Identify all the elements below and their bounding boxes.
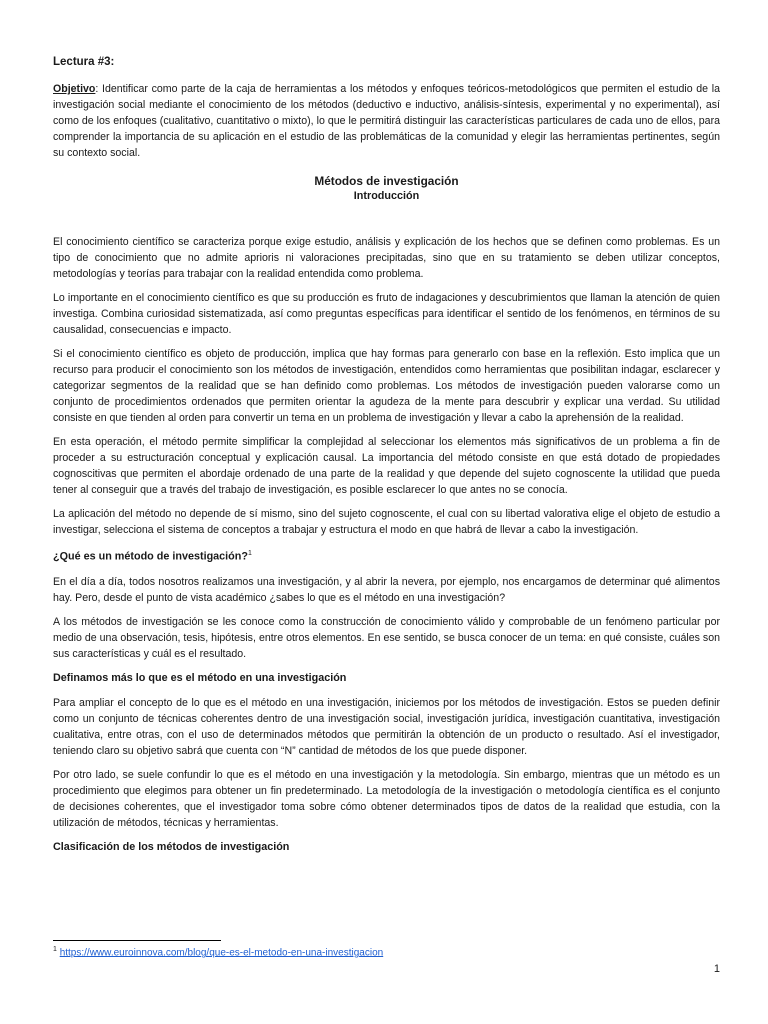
intro-paragraph: La aplicación del método no depende de sí mismo, sino del sujeto cognoscente, el cual con su libertad valorativa elige el objeto de estudio a investigar, selecciona el sistema de conceptos a trabajar y estructura el modo en que habrá de llevar a cabo la investigación.	[53, 508, 720, 536]
page-number: 1	[713, 963, 720, 975]
title-block	[53, 173, 720, 204]
section-heading-classification: Clasificación de los métodos de investigación	[53, 840, 290, 853]
footnote	[53, 946, 383, 958]
page-title: Métodos de investigación	[314, 174, 459, 188]
objective-paragraph	[53, 81, 720, 161]
section-heading-define-method: Definamos más lo que es el método en una investigación	[53, 671, 347, 684]
objective-label: Objetivo	[53, 83, 96, 95]
lectura-label: Lectura #3:	[53, 56, 115, 68]
footnote-divider	[53, 940, 221, 941]
intro-paragraph: Si el conocimiento científico es objeto de producción, implica que hay formas para generarlo con base en la reflexión. Esto implica que un recurso para producir el conocimiento son los métodos de investigación, entendidos como herramientas que posibilitan indagar, esclarecer y categorizar segmentos de la realidad que se han definido como problemas. Los métodos de investigación pueden valorarse como un conjunto de procedimientos ordenados que permiten orientar la agudeza de la mente para descubrir y explicar una verdad. Su utilidad consiste en que tienden al orden para convertir un tema en un problema de investigación y llevar a cabo la aprehensión de la realidad.	[53, 348, 720, 424]
section-paragraph: En el día a día, todos nosotros realizamos una investigación, y al abrir la nevera, por ejemplo, nos encargamos de determinar qué alimentos hay. Pero, desde el punto de vista académico ¿sabes lo que es el método en una investigación?	[53, 575, 720, 604]
section-paragraph: A los métodos de investigación se les conoce como la construcción de conocimiento válido y comprobable de un fenómeno particular por medio de una observación, tesis, hipótesis, entre otros elementos. En ese sentido, se busca conocer de un tema: en qué consiste, cuáles son sus características y cuál es el resultado.	[53, 615, 720, 660]
footnote-number: 1	[53, 946, 57, 953]
intro-paragraph: El conocimiento científico se caracteriza porque exige estudio, análisis y explicación de los hechos que se definen como problemas. Es un tipo de conocimiento que no admite aprioris ni valoraciones precipitadas, sino que en su tratamiento se deben utilizar conceptos, metodologías y teorías para trabajar con la realidad entendida como problema.	[53, 236, 720, 280]
section-paragraph: Por otro lado, se suele confundir lo que es el método en una investigación y la metodología. Sin embargo, mientras que un método es un procedimiento que elegimos para obtener un fin predeterminado. La metodología de la investigación o metodología científica es el conjunto de decisiones coherentes, que el investigador toma sobre cómo obtener determinados tipos de datos de la realidad que estudia, con la utilización de métodos, técnicas y herramientas.	[53, 768, 720, 829]
objective-text: : Identificar como parte de la caja de herramientas a los métodos y enfoques teóricos-metodológicos que permiten el estudio de la investigación social mediante el conocimiento de los métodos (deductivo e inductivo, análisis-síntesis, experimental y no experimental), así como de los enfoques (cualitativo, cuantitativo o mixto), lo que le permitirá distinguir las características particulares de cada uno de ellos, para comprender la importancia de su aplicación en el estudio de las problemáticas de la comunidad y elegir las herramientas pertinentes, según su contexto social.	[53, 83, 720, 159]
footnote-reference[interactable]: 1	[247, 550, 252, 557]
intro-paragraph: En esta operación, el método permite simplificar la complejidad al seleccionar los elementos más significativos de un problema a fin de proceder a su estructuración conceptual y explicación causal. La importancia del método consiste en que está dotado de propiedades cognoscitivas que permiten el abordaje ordenado de una parte de la realidad y que depende del sujeto cognoscente la utilidad que pueda tener al conseguir que a través del trabajo de investigación, es posible esclarecer lo que antes no se conocía.	[53, 436, 720, 496]
intro-paragraph: Lo importante en el conocimiento científico es que su producción es fruto de indagaciones y descubrimientos que llaman la atención de quien investiga. Combina curiosidad sistematizada, así como preguntas específicas para identificar el sentido de los fenómenos, en términos de su causalidad, consecuencias e impacto.	[53, 292, 720, 336]
section-paragraph: Para ampliar el concepto de lo que es el método en una investigación, iniciemos por los métodos de investigación. Estos se pueden definir como un conjunto de técnicas coherentes dentro de una investigación social, investigación jurídica, investigación cuantitativa, investigación cualitativa, entre otras, con el uso de determinados métodos que permitirán la obtención de un producto o resultado. Así el investigador, teniendo claro su objetivo sabrá que cuenta con “N” cantidad de métodos de los que puede disponer.	[53, 696, 720, 757]
page-subtitle: Introducción	[353, 190, 420, 202]
footnote-link[interactable]: https://www.euroinnova.com/blog/que-es-el-metodo-en-una-investigacion	[59, 947, 384, 959]
section-heading-what-is-method	[53, 546, 720, 565]
section-heading-text: ¿Qué es un método de investigación?	[53, 550, 248, 563]
